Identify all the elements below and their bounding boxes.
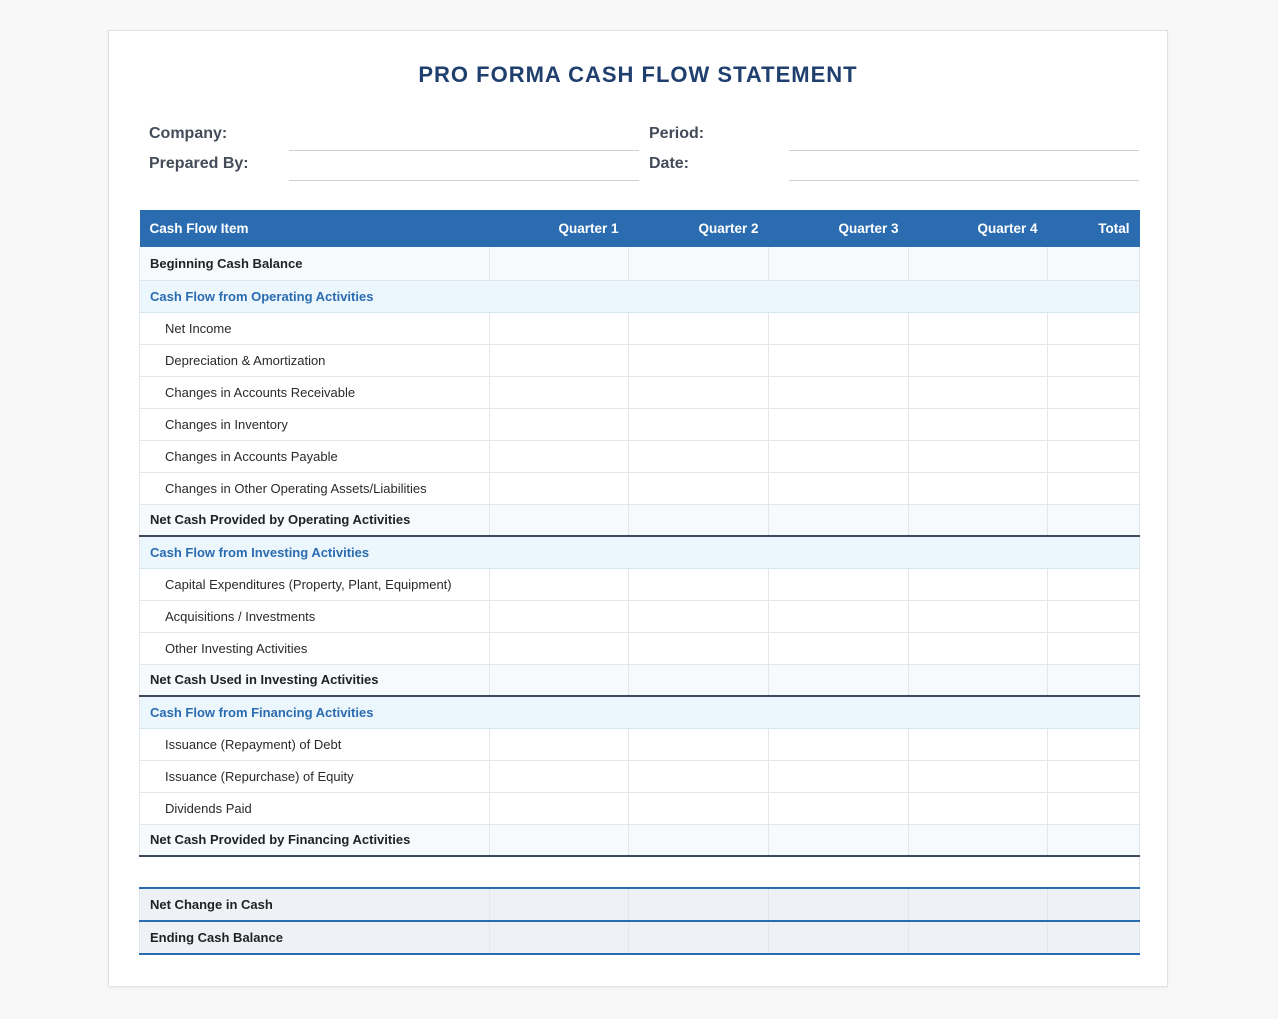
value-cell[interactable] <box>490 888 629 921</box>
table-row-beginning-cash <box>140 247 1140 280</box>
row-label: Capital Expenditures (Property, Plant, Equipment) <box>140 568 490 600</box>
value-cell[interactable] <box>1048 408 1140 440</box>
value-cell[interactable] <box>490 247 629 280</box>
section-heading: Cash Flow from Investing Activities <box>140 536 1140 568</box>
value-cell[interactable] <box>629 568 769 600</box>
value-cell[interactable] <box>1048 792 1140 824</box>
row-label: Changes in Other Operating Assets/Liabilities <box>140 472 490 504</box>
value-cell[interactable] <box>490 921 629 954</box>
date-field[interactable] <box>789 180 1139 181</box>
table-header-row <box>140 210 1140 247</box>
table-row <box>140 408 1140 440</box>
value-cell[interactable] <box>909 600 1048 632</box>
table-row <box>140 600 1140 632</box>
section-heading-operating <box>140 280 1140 312</box>
value-cell[interactable] <box>1048 568 1140 600</box>
row-label: Beginning Cash Balance <box>140 247 490 280</box>
value-cell[interactable] <box>629 760 769 792</box>
header-quarter-2: Quarter 2 <box>629 210 769 247</box>
value-cell[interactable] <box>1048 504 1140 536</box>
table-row-net-change <box>140 888 1140 921</box>
value-cell[interactable] <box>769 568 909 600</box>
value-cell[interactable] <box>629 504 769 536</box>
table-row <box>140 792 1140 824</box>
row-label: Changes in Inventory <box>140 408 490 440</box>
value-cell[interactable] <box>1048 664 1140 696</box>
value-cell[interactable] <box>1048 888 1140 921</box>
value-cell[interactable] <box>490 632 629 664</box>
header-quarter-3: Quarter 3 <box>769 210 909 247</box>
header-cash-flow-item: Cash Flow Item <box>140 210 490 247</box>
value-cell[interactable] <box>629 247 769 280</box>
value-cell[interactable] <box>490 472 629 504</box>
value-cell[interactable] <box>1048 632 1140 664</box>
row-label: Issuance (Repayment) of Debt <box>140 728 490 760</box>
value-cell[interactable] <box>769 600 909 632</box>
row-label: Acquisitions / Investments <box>140 600 490 632</box>
value-cell[interactable] <box>490 600 629 632</box>
row-label: Depreciation & Amortization <box>140 344 490 376</box>
row-label: Changes in Accounts Receivable <box>140 376 490 408</box>
value-cell[interactable] <box>490 376 629 408</box>
value-cell[interactable] <box>1048 440 1140 472</box>
value-cell[interactable] <box>909 504 1048 536</box>
row-label: Net Cash Used in Investing Activities <box>140 664 490 696</box>
value-cell[interactable] <box>490 408 629 440</box>
value-cell[interactable] <box>909 664 1048 696</box>
page-title: PRO FORMA CASH FLOW STATEMENT <box>418 62 858 87</box>
value-cell[interactable] <box>769 472 909 504</box>
value-cell[interactable] <box>629 312 769 344</box>
value-cell[interactable] <box>1048 312 1140 344</box>
row-label: Net Cash Provided by Financing Activities <box>140 824 490 856</box>
value-cell[interactable] <box>909 408 1048 440</box>
value-cell[interactable] <box>909 440 1048 472</box>
row-label: Other Investing Activities <box>140 632 490 664</box>
value-cell[interactable] <box>1048 472 1140 504</box>
table-row <box>140 568 1140 600</box>
value-cell[interactable] <box>909 824 1048 856</box>
value-cell[interactable] <box>629 344 769 376</box>
company-field[interactable] <box>289 150 639 151</box>
date-label: Date: <box>649 155 690 172</box>
value-cell[interactable] <box>909 247 1048 280</box>
section-heading: Cash Flow from Operating Activities <box>140 280 1140 312</box>
row-label: Issuance (Repurchase) of Equity <box>140 760 490 792</box>
value-cell[interactable] <box>909 568 1048 600</box>
table-row <box>140 472 1140 504</box>
value-cell[interactable] <box>490 824 629 856</box>
row-label: Net Cash Provided by Operating Activities <box>140 504 490 536</box>
spacer-cell <box>140 856 1140 888</box>
value-cell[interactable] <box>490 728 629 760</box>
section-heading-financing <box>140 696 1140 728</box>
value-cell[interactable] <box>629 664 769 696</box>
value-cell[interactable] <box>1048 344 1140 376</box>
value-cell[interactable] <box>769 408 909 440</box>
value-cell[interactable] <box>490 344 629 376</box>
value-cell[interactable] <box>629 632 769 664</box>
table-row <box>140 344 1140 376</box>
value-cell[interactable] <box>1048 921 1140 954</box>
section-heading-investing <box>140 536 1140 568</box>
value-cell[interactable] <box>769 504 909 536</box>
value-cell[interactable] <box>909 376 1048 408</box>
value-cell[interactable] <box>769 376 909 408</box>
value-cell[interactable] <box>769 792 909 824</box>
company-label: Company: <box>149 125 228 142</box>
value-cell[interactable] <box>769 888 909 921</box>
row-label: Changes in Accounts Payable <box>140 440 490 472</box>
value-cell[interactable] <box>769 344 909 376</box>
period-label: Period: <box>649 125 705 142</box>
table-row <box>140 728 1140 760</box>
value-cell[interactable] <box>490 760 629 792</box>
value-cell[interactable] <box>629 600 769 632</box>
header-total: Total <box>1048 210 1140 247</box>
value-cell[interactable] <box>629 408 769 440</box>
value-cell[interactable] <box>490 568 629 600</box>
value-cell[interactable] <box>490 440 629 472</box>
value-cell[interactable] <box>629 888 769 921</box>
header-quarter-4: Quarter 4 <box>909 210 1048 247</box>
value-cell[interactable] <box>629 792 769 824</box>
value-cell[interactable] <box>769 664 909 696</box>
value-cell[interactable] <box>769 440 909 472</box>
value-cell[interactable] <box>909 728 1048 760</box>
section-heading: Cash Flow from Financing Activities <box>140 696 1140 728</box>
value-cell[interactable] <box>909 632 1048 664</box>
table-row <box>140 376 1140 408</box>
value-cell[interactable] <box>629 472 769 504</box>
value-cell[interactable] <box>490 664 629 696</box>
value-cell[interactable] <box>909 312 1048 344</box>
table-row-financing-total <box>140 824 1140 856</box>
value-cell[interactable] <box>909 472 1048 504</box>
value-cell[interactable] <box>909 921 1048 954</box>
prepared-by-label: Prepared By: <box>149 155 249 172</box>
value-cell[interactable] <box>490 792 629 824</box>
value-cell[interactable] <box>1048 376 1140 408</box>
prepared-by-field[interactable] <box>289 180 639 181</box>
table-row <box>140 760 1140 792</box>
value-cell[interactable] <box>490 312 629 344</box>
value-cell[interactable] <box>629 824 769 856</box>
value-cell[interactable] <box>769 632 909 664</box>
table-row <box>140 440 1140 472</box>
table-row-ending-cash <box>140 921 1140 954</box>
value-cell[interactable] <box>909 888 1048 921</box>
value-cell[interactable] <box>909 344 1048 376</box>
value-cell[interactable] <box>1048 247 1140 280</box>
header-quarter-1: Quarter 1 <box>490 210 629 247</box>
value-cell[interactable] <box>1048 600 1140 632</box>
value-cell[interactable] <box>769 247 909 280</box>
value-cell[interactable] <box>769 728 909 760</box>
value-cell[interactable] <box>1048 824 1140 856</box>
value-cell[interactable] <box>769 760 909 792</box>
value-cell[interactable] <box>769 921 909 954</box>
table-row-investing-total <box>140 664 1140 696</box>
value-cell[interactable] <box>629 440 769 472</box>
row-label: Net Change in Cash <box>140 888 490 921</box>
value-cell[interactable] <box>909 792 1048 824</box>
table-row <box>140 632 1140 664</box>
value-cell[interactable] <box>769 312 909 344</box>
value-cell[interactable] <box>769 824 909 856</box>
value-cell[interactable] <box>1048 760 1140 792</box>
table-row <box>140 312 1140 344</box>
period-field[interactable] <box>789 150 1139 151</box>
value-cell[interactable] <box>909 760 1048 792</box>
table-spacer <box>140 856 1140 888</box>
value-cell[interactable] <box>629 728 769 760</box>
value-cell[interactable] <box>629 921 769 954</box>
cash-flow-table <box>139 210 1140 955</box>
row-label: Net Income <box>140 312 490 344</box>
value-cell[interactable] <box>490 504 629 536</box>
statement-sheet <box>108 30 1168 987</box>
table-row-operating-total <box>140 504 1140 536</box>
row-label: Ending Cash Balance <box>140 921 490 954</box>
value-cell[interactable] <box>629 376 769 408</box>
value-cell[interactable] <box>1048 728 1140 760</box>
row-label: Dividends Paid <box>140 792 490 824</box>
